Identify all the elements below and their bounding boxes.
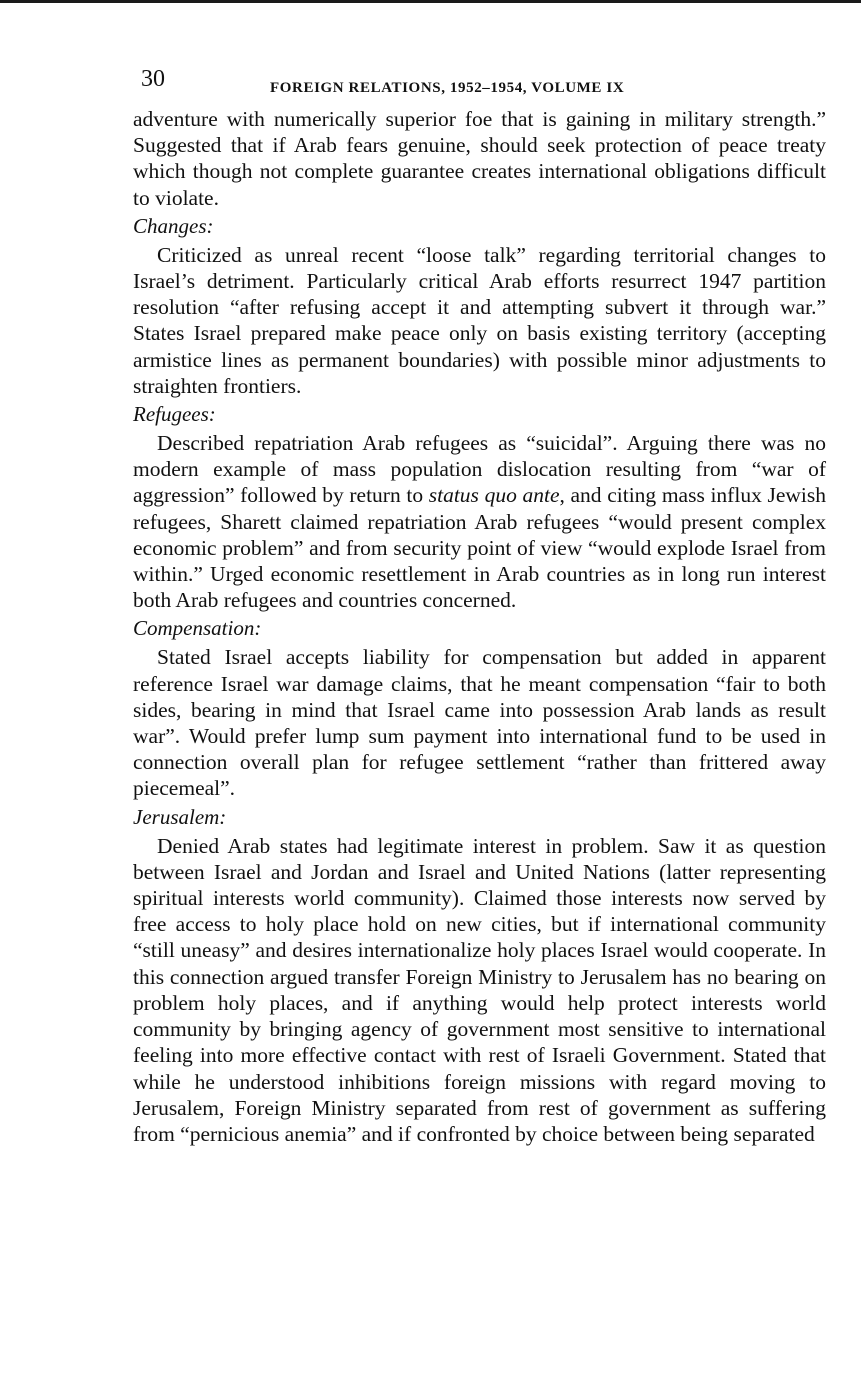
page-top-edge — [0, 0, 861, 3]
section-heading-changes: Changes: — [133, 213, 214, 238]
running-head: FOREIGN RELATIONS, 1952–1954, VOLUME IX — [270, 80, 625, 96]
page-number: 30 — [141, 66, 165, 92]
section-heading-compensation: Compensation: — [133, 616, 262, 641]
refugees-emphasis: status quo ante — [428, 483, 560, 508]
section-heading-refugees: Refugees: — [133, 402, 216, 427]
section-text-refugees — [133, 430, 826, 613]
document-page — [133, 62, 826, 1147]
section-text-jerusalem: Denied Arab states had legitimate interest in problem. Saw it as question between Israel and Jordan and Israel and United Nations (latter representing spiritual interests world community). Claimed those interests now served by free access to holy place hold on new cities, but if international community “still uneasy” and desires internationalize holy places Israel would cooperate. In this connection argued transfer Foreign Ministry to Jerusalem has no bearing on problem holy places, and if anything would help protect interests world community by bringing agency of government most sensitive to international feeling into more effective contact with rest of Israeli Government. Stated that while he understood inhibitions foreign missions with regard moving to Jerusalem, Foreign Ministry separated from rest of government as suffering from “pernicious anemia” and if confronted by choice between being separated — [133, 833, 826, 1146]
refugees-text-part-1: Described repatriation Arab refugees as “suicidal”. Arguing there was no modern example of mass population dislocation resulting from “war of aggression” followed by return to — [133, 431, 826, 508]
section-text-compensation: Stated Israel accepts liability for compensation but added in apparent reference Israel war damage claims, that he meant compensation “fair to both sides, bearing in mind that Israel came into possession Arab lands as result war”. Would prefer lump sum payment into international fund to be used in connection overall plan for refugee settlement “rather than frittered away piecemeal”. — [133, 645, 826, 801]
refugees-text-part-2: , and citing mass influx Jewish refugees, Sharett claimed repatriation Arab refugees “would present complex economic problem” and from security point of view “would explode Israel from within.” Urged economic resettlement in Arab countries as in long run interest both Arab refugees and countries concerned. — [133, 483, 826, 613]
section-text-changes: Criticized as unreal recent “loose talk” regarding territorial changes to Israel’s detriment. Particularly critical Arab efforts resurrect 1947 partition resolution “after refusing accept it and attempting subvert it through war.” States Israel prepared make peace only on basis existing territory (accepting armistice lines as permanent boundaries) with possible minor adjustments to straighten frontiers. — [133, 242, 826, 398]
page-header — [133, 62, 826, 106]
opening-paragraph: adventure with numerically superior foe that is gaining in military strength.” Suggested that if Arab fears genuine, should seek protection of peace treaty which though not complete guarantee creates international obligations difficult to violate. — [133, 107, 826, 210]
section-heading-jerusalem: Jerusalem: — [133, 804, 227, 829]
